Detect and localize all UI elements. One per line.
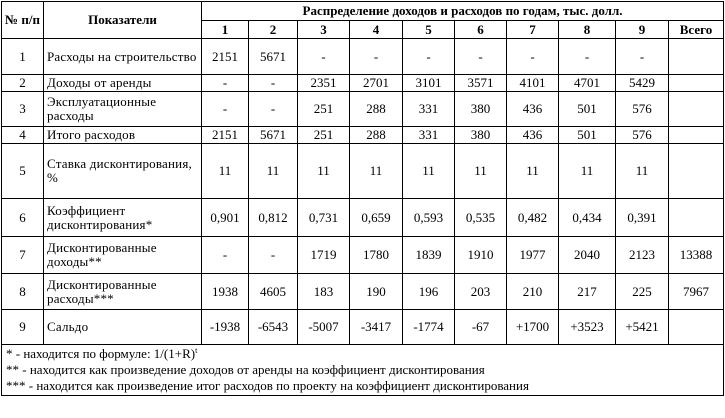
row-indicator: Сальдо: [44, 310, 202, 345]
note-discounted-expenses: *** - находится как произведение итог расходов по проекту на коэффициент дисконтирования: [6, 378, 529, 393]
note-formula: * - находится по формуле: $1/(1+R)^t$: [6, 346, 198, 361]
header-year: 4: [350, 21, 403, 39]
table-cell: +5421: [616, 310, 669, 345]
table-cell: 5671: [249, 127, 298, 144]
row-indicator: Расходы на строительство: [44, 39, 202, 75]
table-cell: 0,434: [559, 199, 616, 237]
table-cell: 1780: [350, 237, 403, 274]
table-cell: 0,901: [202, 199, 249, 237]
table-cell: 2351: [298, 75, 350, 92]
table-cell: 5429: [616, 75, 669, 92]
table-cell: 3101: [403, 75, 455, 92]
table-cell: 0,593: [403, 199, 455, 237]
table-cell: -67: [455, 310, 507, 345]
table-cell: +3523: [559, 310, 616, 345]
table-cell: -: [249, 75, 298, 92]
header-indicator: Показатели: [44, 2, 202, 39]
header-year: 1: [202, 21, 249, 39]
table-row: [2, 310, 724, 345]
table-cell: 5671: [249, 39, 298, 75]
header-year: 6: [455, 21, 507, 39]
table-cell: 210: [507, 274, 559, 310]
table-cell: -: [350, 39, 403, 75]
table-cell: 225: [616, 274, 669, 310]
table-cell: 3571: [455, 75, 507, 92]
table-cell: 2040: [559, 237, 616, 274]
table-cell: 203: [455, 274, 507, 310]
table-cell: 190: [350, 274, 403, 310]
table-cell: 0,535: [455, 199, 507, 237]
row-number: 6: [2, 199, 44, 237]
row-number: 5: [2, 144, 44, 199]
table-cell: 11: [202, 144, 249, 199]
table-cell: 4701: [559, 75, 616, 92]
header-year: 2: [249, 21, 298, 39]
header-year: 7: [507, 21, 559, 39]
table-cell: 0,731: [298, 199, 350, 237]
table-cell: -1774: [403, 310, 455, 345]
table-cell: 11: [403, 144, 455, 199]
income-expense-table: [1, 1, 724, 396]
table-cell: -: [616, 39, 669, 75]
table-cell: -6543: [249, 310, 298, 345]
table-cell: +1700: [507, 310, 559, 345]
header-year: 5: [403, 21, 455, 39]
table-cell: 1910: [455, 237, 507, 274]
table-cell: 1839: [403, 237, 455, 274]
row-total: [669, 39, 724, 75]
table-cell: 2151: [202, 39, 249, 75]
table-cell: -: [202, 75, 249, 92]
row-total: 7967: [669, 274, 724, 310]
table-cell: 11: [507, 144, 559, 199]
table-cell: 288: [350, 127, 403, 144]
table-row: [2, 92, 724, 127]
table-cell: 217: [559, 274, 616, 310]
table-cell: 2701: [350, 75, 403, 92]
row-indicator: Доходы от аренды: [44, 75, 202, 92]
row-number: 8: [2, 274, 44, 310]
row-number: 4: [2, 127, 44, 144]
header-total: Всего: [669, 21, 724, 39]
table-cell: 436: [507, 127, 559, 144]
table-cell: 2123: [616, 237, 669, 274]
row-indicator: Итого расходов: [44, 127, 202, 144]
table-body: [2, 39, 724, 345]
table-cell: -3417: [350, 310, 403, 345]
table-cell: -: [559, 39, 616, 75]
row-indicator: Коэффициент дисконтирования*: [44, 199, 202, 237]
row-number: 7: [2, 237, 44, 274]
table-cell: 251: [298, 92, 350, 127]
row-total: [669, 310, 724, 345]
table-cell: -1938: [202, 310, 249, 345]
table-cell: 4605: [249, 274, 298, 310]
table-cell: 1977: [507, 237, 559, 274]
table-cell: 0,659: [350, 199, 403, 237]
row-indicator: Ставка дисконтирования, %: [44, 144, 202, 199]
table-cell: 196: [403, 274, 455, 310]
table-cell: 331: [403, 127, 455, 144]
table-cell: 11: [350, 144, 403, 199]
table-cell: -: [249, 237, 298, 274]
table-cell: -: [507, 39, 559, 75]
row-indicator: Дисконтированные расходы***: [44, 274, 202, 310]
row-total: [669, 127, 724, 144]
table-row: [2, 75, 724, 92]
table-cell: 183: [298, 274, 350, 310]
table-cell: 11: [455, 144, 507, 199]
table-cell: 0,391: [616, 199, 669, 237]
header-year: 9: [616, 21, 669, 39]
table-cell: 576: [616, 92, 669, 127]
table-cell: 11: [249, 144, 298, 199]
table-row: [2, 144, 724, 199]
row-total: [669, 144, 724, 199]
table-row: [2, 237, 724, 274]
row-number: 1: [2, 39, 44, 75]
table-cell: 1719: [298, 237, 350, 274]
table-cell: 1938: [202, 274, 249, 310]
table-cell: 501: [559, 127, 616, 144]
header-year: 8: [559, 21, 616, 39]
row-number: 9: [2, 310, 44, 345]
table-row: [2, 127, 724, 144]
table-row: [2, 39, 724, 75]
table-cell: 0,482: [507, 199, 559, 237]
header-group: Распределение доходов и расходов по годам, тыс. долл.: [202, 2, 724, 21]
table-cell: 288: [350, 92, 403, 127]
table-row: [2, 199, 724, 237]
table-row: [2, 274, 724, 310]
table-cell: -: [249, 92, 298, 127]
table-cell: 11: [559, 144, 616, 199]
row-indicator: Дисконтированные доходы**: [44, 237, 202, 274]
table-cell: -: [455, 39, 507, 75]
table-cell: -: [202, 92, 249, 127]
table-cell: 380: [455, 127, 507, 144]
table-cell: 380: [455, 92, 507, 127]
table-cell: 11: [298, 144, 350, 199]
table-cell: 331: [403, 92, 455, 127]
table-cell: 4101: [507, 75, 559, 92]
note-discounted-income: ** - находится как произведение доходов от аренды на коэффициент дисконтирования: [6, 362, 485, 377]
row-number: 2: [2, 75, 44, 92]
header-year: 3: [298, 21, 350, 39]
row-total: 13388: [669, 237, 724, 274]
table-cell: -: [403, 39, 455, 75]
row-total: [669, 75, 724, 92]
table-cell: -: [202, 237, 249, 274]
row-number: 3: [2, 92, 44, 127]
table-notes: [2, 345, 724, 396]
table-cell: 0,812: [249, 199, 298, 237]
row-total: [669, 92, 724, 127]
row-total: [669, 199, 724, 237]
table-cell: 436: [507, 92, 559, 127]
table-cell: 501: [559, 92, 616, 127]
table-cell: -5007: [298, 310, 350, 345]
header-num: № п/п: [2, 2, 44, 39]
table-cell: 11: [616, 144, 669, 199]
table-cell: 576: [616, 127, 669, 144]
row-indicator: Эксплуатационные расходы: [44, 92, 202, 127]
table-cell: 251: [298, 127, 350, 144]
table-cell: 2151: [202, 127, 249, 144]
table-cell: -: [298, 39, 350, 75]
